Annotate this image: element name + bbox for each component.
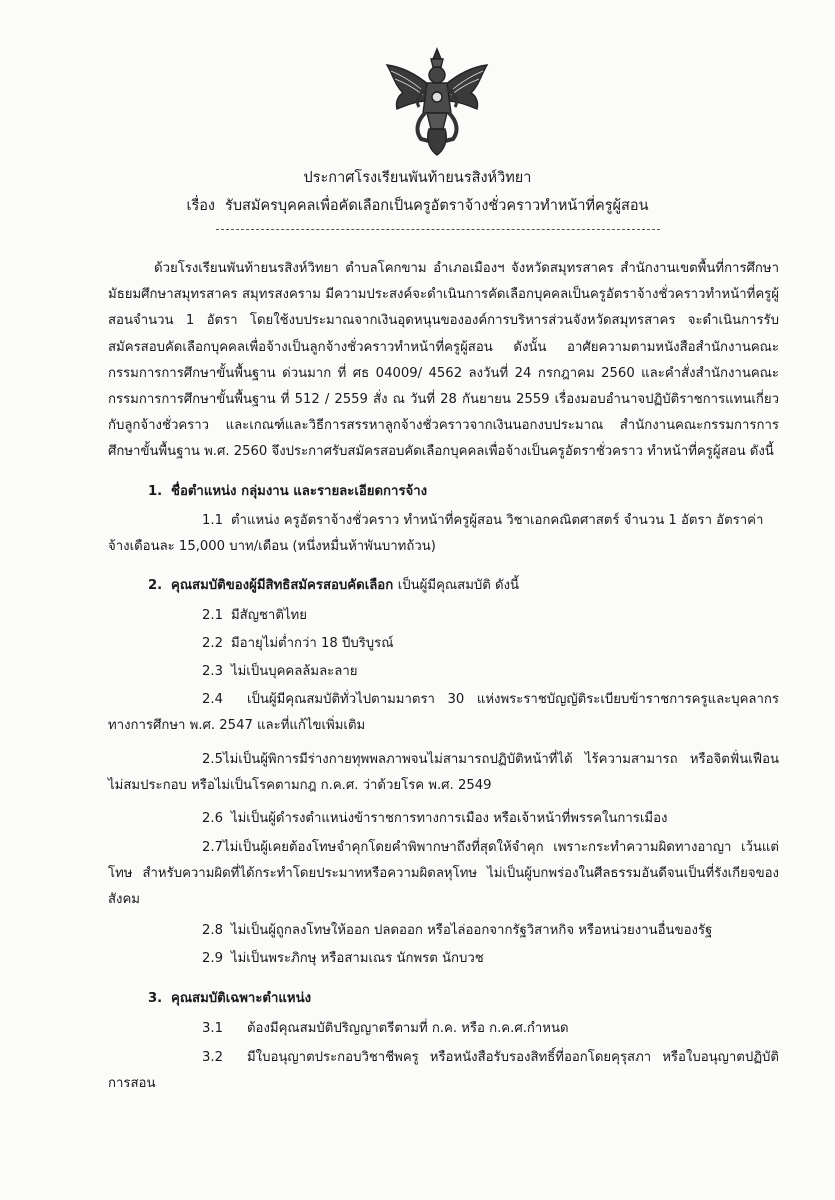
list-item: 2.9 ไม่เป็นพระภิกษุ หรือสามเณร นักพรต นักบวช [202, 950, 484, 966]
subject-text: รับสมัครบุคคลเพื่อคัดเลือกเป็นครูอัตราจ้างชั่วคราวทำหน้าที่ครูผู้สอน [225, 198, 649, 214]
announcement-title: ประกาศโรงเรียนพันท้ายนรสิงห์วิทยา [303, 170, 532, 186]
section-3-heading: 3. คุณสมบัติเฉพาะตำแหน่ง [148, 990, 312, 1006]
list-item: 3.1 ต้องมีคุณสมบัติปริญญาตรีตามที่ ก.ค. หรือ ก.ค.ศ.กำหนด [202, 1020, 569, 1036]
list-item: 3.2 มีใบอนุญาตประกอบวิชาชีพครู หรือหนังสือรับรองสิทธิ์ที่ออกโดยคุรุสภา หรือใบอนุญาตปฏิบัติการสอน [108, 1049, 779, 1091]
list-item: 2.4 เป็นผู้มีคุณสมบัติทั่วไปตามมาตรา 30 แห่งพระราชบัญญัติระเบียบข้าราชการครูและบุคลากรทางการศึกษา พ.ศ. 2547 และที่แก้ไขเพิ่มเติม [108, 691, 779, 733]
list-item: 2.8 ไม่เป็นผู้ถูกลงโทษให้ออก ปลดออก หรือไล่ออกจากรัฐวิสาหกิจ หรือหน่วยงานอื่นของรัฐ [202, 922, 713, 938]
list-item: 2.3 ไม่เป็นบุคคลล้มละลาย [202, 663, 358, 679]
section-1-heading: 1. ชื่อตำแหน่ง กลุ่มงาน และรายละเอียดการจ้าง [148, 483, 428, 499]
list-item: 2.1 มีสัญชาติไทย [202, 607, 307, 623]
garuda-emblem-icon [381, 45, 493, 157]
header-divider [216, 229, 660, 230]
list-item: 2.7ไม่เป็นผู้เคยต้องโทษจำคุกโดยคำพิพากษาถึงที่สุดให้จำคุก เพราะกระทำความผิดทางอาญา เว้นแต่โทษ สำหรับความผิดที่ได้กระทำโดยประมาทหรือความผิดลหุโทษ ไม่เป็นผู้บกพร่องในศีลธรรมอันดีจนเป็นที่รังเกียจของสังคม [108, 839, 779, 907]
list-item: 2.6 ไม่เป็นผู้ดำรงตำแหน่งข้าราชการทางการเมือง หรือเจ้าหน้าที่พรรคในการเมือง [202, 810, 668, 826]
section-2-heading: 2. คุณสมบัติของผู้มีสิทธิสมัครสอบคัดเลือก เป็นผู้มีคุณสมบัติ ดังนี้ [148, 577, 520, 593]
list-item: 2.2 มีอายุไม่ต่ำกว่า 18 ปีบริบูรณ์ [202, 635, 394, 651]
subject-label: เรื่อง [186, 198, 216, 214]
intro-paragraph: ด้วยโรงเรียนพันท้ายนรสิงห์วิทยา ตำบลโคกขาม อำเภอเมืองฯ จังหวัดสมุทรสาคร สำนักงานเขตพื้นที่การศึกษามัธยมศึกษาสมุทรสาคร สมุทรสงคราม มีความประสงค์จะดำเนินการคัดเลือกบุคคลเป็นครูอัตราจ้างชั่วคราวทำหน้าที่ครูผู้สอนจำนวน 1 อัตรา โดยใช้งบประมาณจากเงินอุดหนุนขององค์การบริหารส่วนจังหวัดสมุทรสาคร จะดำเนินการรับสมัครสอบคัดเลือกบุคคลเพื่อจ้างเป็นลูกจ้างชั่วคราวทำหน้าที่ครูผู้สอน ดังนั้น อาศัยความตามหนังสือสำนักงานคณะกรรมการการศึกษาขั้นพื้นฐาน ด่วนมาก ที่ ศธ 04009/ 4562 ลงวันที่ 24 กรกฎาคม 2560 และคำสั่งสำนักงานคณะกรรมการการศึกษาขั้นพื้นฐาน ที่ 512 / 2559 สั่ง ณ วันที่ 28 กันยายน 2559 เรื่องมอบอำนาจปฏิบัติราชการแทนเกี่ยวกับลูกจ้างชั่วคราว และเกณฑ์และวิธีการสรรหาลูกจ้างชั่วคราวจากเงินนอกงบประมาณ สำนักงานคณะกรรมการการศึกษาขั้นพื้นฐาน พ.ศ. 2560 จึงประกาศรับสมัครสอบคัดเลือกบุคคลเพื่อจ้างเป็นครูอัตราชั่วคราว ทำหน้าที่ครูผู้สอน ดังนี้ [108, 261, 779, 460]
list-item: 2.5ไม่เป็นผู้พิการมีร่างกายทุพพลภาพจนไม่สามารถปฏิบัติหน้าที่ได้ ไร้ความสามารถ หรือจิตฟั่นเฟือน ไม่สมประกอบ หรือไม่เป็นโรคตามกฎ ก.ค.ศ. ว่าด้วยโรค พ.ศ. 2549 [108, 751, 779, 793]
announcement-subject-line [0, 196, 835, 216]
announcement-body [108, 256, 779, 1097]
section-1-item: 1.1 ตำแหน่ง ครูอัตราจ้างชั่วคราว ทำหน้าที่ครูผู้สอน วิชาเอกคณิตศาสตร์ จำนวน 1 อัตรา อัตราค่าจ้างเดือนละ 15,000 บาท/เดือน (หนึ่งหมื่นห้าพันบาทถ้วน) [108, 512, 764, 554]
